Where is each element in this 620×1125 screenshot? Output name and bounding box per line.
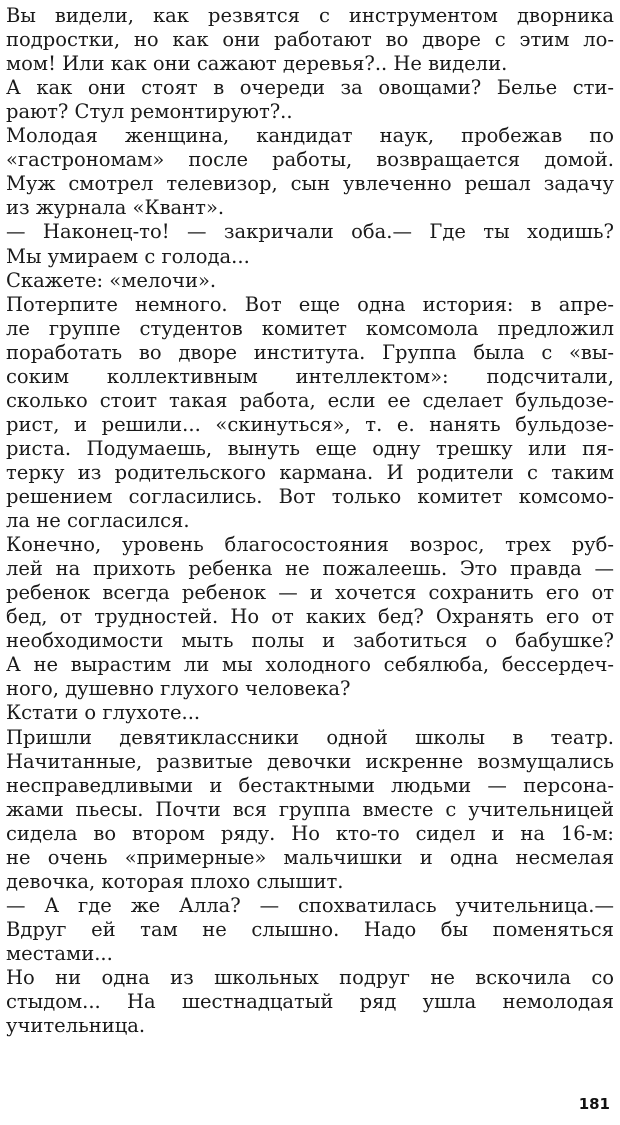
text-line: учительница.: [6, 1014, 146, 1038]
text-line: стыдом... На шестнадцатый ряд ушла немолодая: [6, 990, 614, 1014]
text-line: ребенок всегда ребенок — и хочется сохранить его от: [6, 581, 614, 605]
text-line: лей на прихоть ребенка не пожалеешь. Это правда —: [6, 557, 614, 581]
text-line: Пришли девятиклассники одной школы в театр.: [6, 725, 614, 749]
text-line: терку из родительского кармана. И родители с таким: [6, 460, 614, 484]
text-line: бед, от трудностей. Но от каких бед? Охранять его от: [6, 605, 614, 629]
text-line: А как они стоят в очереди за овощами? Белье сти-: [6, 76, 614, 100]
text-line: сколько стоит такая работа, если ее сделает бульдозе-: [6, 388, 614, 412]
text-line: рают? Стул ремонтируют?..: [6, 100, 293, 124]
text-line: Муж смотрел телевизор, сын увлеченно решал задачу: [6, 172, 614, 196]
text-line: Вы видели, как резвятся с инструментом дворника: [6, 4, 614, 27]
page-number: 181: [578, 1095, 610, 1113]
text-line: не очень «примерные» мальчишки и одна несмелая: [6, 845, 614, 869]
text-line: необходимости мыть полы и заботиться о бабушке?: [6, 629, 614, 653]
text-line: Мы умираем с голода...: [6, 244, 250, 268]
text-line: Но ни одна из школьных подруг не вскочила со: [6, 966, 614, 989]
text-line: соким коллективным интеллектом»: подсчитали,: [6, 364, 614, 388]
text-line: Конечно, уровень благосостояния возрос, трех руб-: [6, 533, 614, 557]
text-line: — Наконец-то! — закричали оба.— Где ты ходишь?: [6, 220, 614, 244]
text-line: А не вырастим ли мы холодного себялюба, бессердеч-: [6, 653, 614, 677]
text-line: Потерпите немного. Вот еще одна история: в апре-: [6, 292, 614, 316]
text-line: девочка, которая плохо слышит.: [6, 869, 344, 893]
text-line: Начитанные, развитые девочки искренне возмущались: [6, 749, 614, 773]
text-line: рист, и решили... «скинуться», т. е. нанять бульдозе-: [6, 412, 614, 436]
text-line: жами пьесы. Почти вся группа вместе с учительницей: [6, 797, 614, 821]
text-line: сидела во втором ряду. Но кто-то сидел и на 16-м:: [6, 821, 614, 845]
text-line: несправедливыми и бестактными людьми — персона-: [6, 773, 614, 797]
text-line: ле группе студентов комитет комсомола предложил: [6, 316, 614, 340]
text-line: из журнала «Квант».: [6, 196, 225, 220]
text-line: Скажете: «мелочи».: [6, 268, 217, 292]
text-line: — А где же Алла? — спохватилась учительница.—: [6, 893, 614, 917]
text-line: Молодая женщина, кандидат наук, пробежав по: [6, 124, 614, 148]
text-line: решением согласились. Вот только комитет комсомо-: [6, 485, 614, 508]
text-line: риста. Подумаешь, вынуть еще одну трешку или пя-: [6, 436, 614, 460]
text-line: ного, душевно глухого человека?: [6, 677, 351, 701]
text-line: местами...: [6, 941, 113, 965]
text-line: Вдруг ей там не слышно. Надо бы поменяться: [6, 917, 614, 941]
text-line: Кстати о глухоте...: [6, 701, 201, 725]
text-line: мом! Или как они сажают деревья?.. Не видели.: [6, 52, 508, 76]
text-line: ла не согласился.: [6, 509, 190, 533]
text-line: поработать во дворе института. Группа была с «вы-: [6, 340, 614, 364]
text-line: «гастрономам» после работы, возвращается домой.: [6, 148, 614, 172]
text-line: подростки, но как они работают во дворе с этим ло-: [6, 28, 614, 52]
